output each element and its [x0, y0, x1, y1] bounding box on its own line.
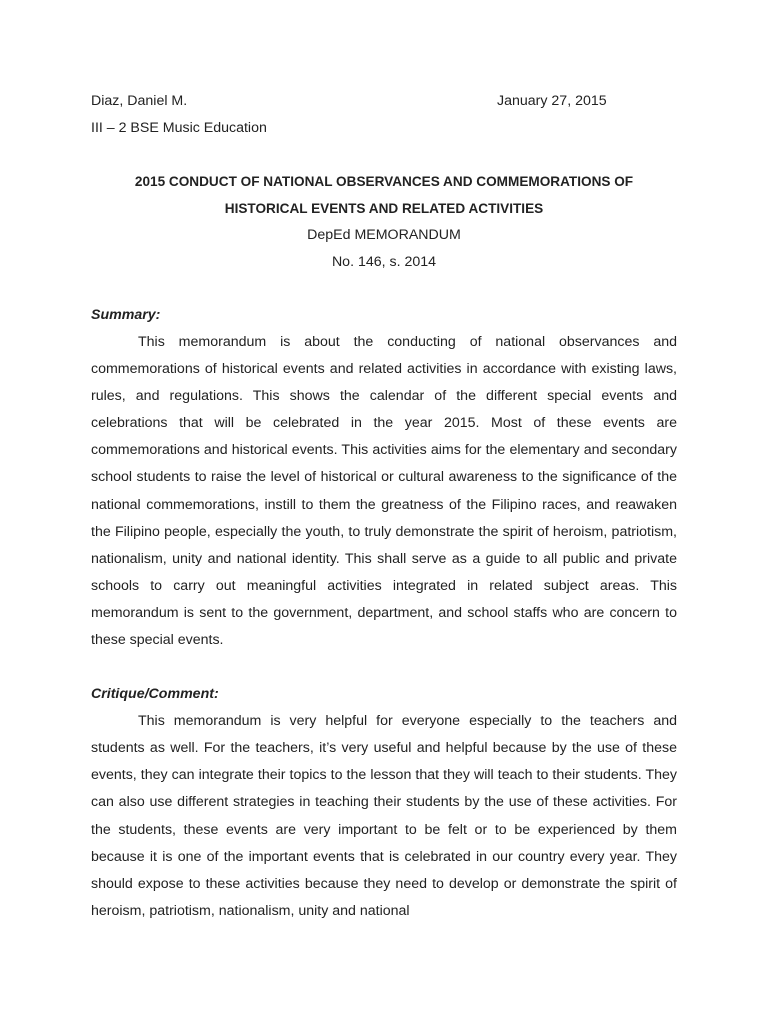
author-name: Diaz, Daniel M.	[91, 93, 188, 109]
document-title	[91, 168, 677, 222]
title-line-2: HISTORICAL EVENTS AND RELATED ACTIVITIES	[224, 201, 544, 216]
memo-info	[91, 222, 677, 276]
critique-paragraph: This memorandum is very helpful for everyone especially to the teachers and students as well. For the teachers, it’s very useful and helpful because by the use of these events, they can integrate their topics to the lesson that they will teach to their students. They can also use different strategies in teaching their students by the use of these activities. For the students, these events are very important to be felt or to be experienced by them because it is one of the important events that is celebrated in our country every year. They should expose to these activities because they need to develop or demonstrate the spirit of heroism, patriotism, nationalism, unity and national	[91, 713, 677, 919]
title-line-1: 2015 CONDUCT OF NATIONAL OBSERVANCES AND COMMEMORATIONS OF	[134, 174, 634, 189]
memo-number: No. 146, s. 2014	[331, 254, 437, 270]
header-row	[91, 88, 677, 115]
critique-paragraph-container	[91, 708, 677, 925]
document-date: January 27, 2015	[497, 93, 607, 109]
memo-type: DepEd MEMORANDUM	[307, 227, 461, 243]
course-line: III – 2 BSE Music Education	[91, 120, 267, 136]
summary-paragraph: This memorandum is about the conducting of national observances and commemorations of historical events and related activities in accordance with existing laws, rules, and regulations. This shows the calendar of the different special events and celebrations that will be celebrated in the year 2015. Most of these events are commemorations and historical events. This activities aims for the elementary and secondary school students to raise the level of historical or cultural awareness to the significance of the national commemorations, instill to them the greatness of the Filipino races, and reawaken the Filipino people, especially the youth, to truly demonstrate the spirit of heroism, patriotism, nationalism, unity and national identity. This shall serve as a guide to all public and private schools to carry out meaningful activities integrated in related subject areas. This memorandum is sent to the government, department, and school staffs who are concern to these special events.	[91, 334, 677, 649]
critique-heading: Critique/Comment:	[91, 686, 219, 703]
document-page	[91, 88, 677, 925]
summary-heading: Summary:	[91, 307, 161, 323]
